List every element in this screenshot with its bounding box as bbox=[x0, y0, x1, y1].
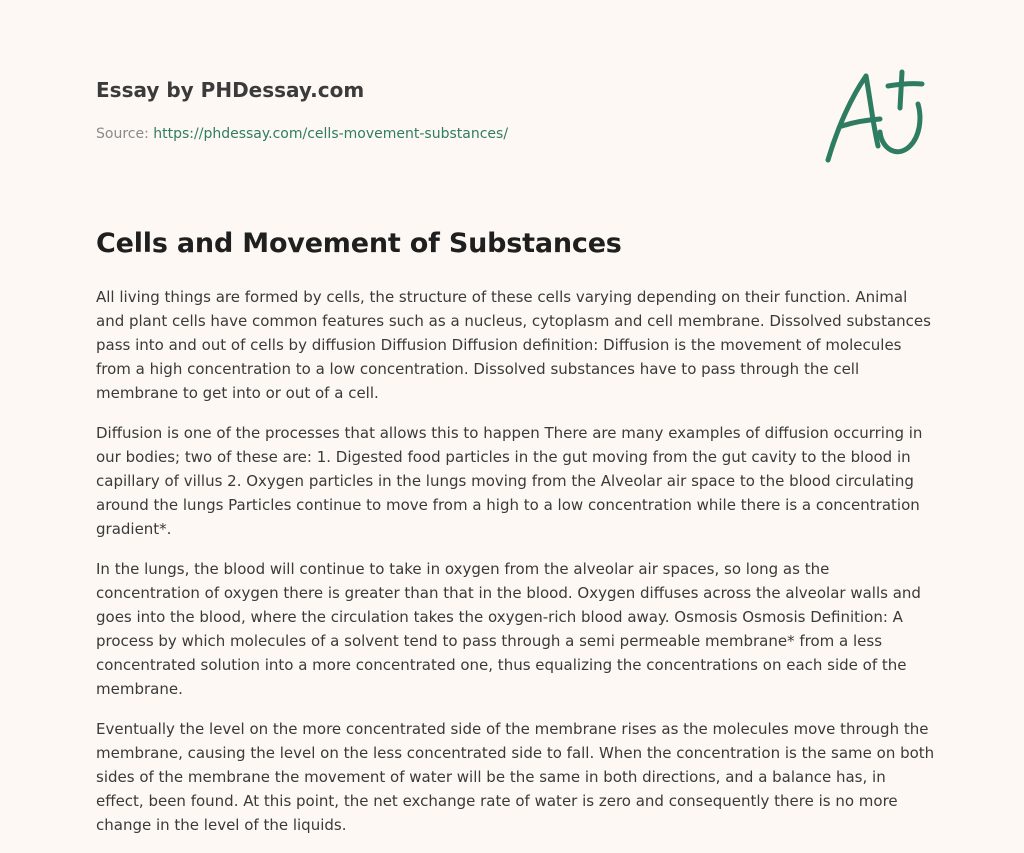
source-line bbox=[96, 124, 796, 144]
article-title: Cells and Movement of Substances bbox=[96, 228, 622, 259]
brand-title: Essay by PHDessay.com bbox=[96, 78, 365, 102]
article-body bbox=[96, 285, 936, 853]
page-header bbox=[96, 76, 796, 144]
source-link[interactable]: https://phdessay.com/cells-movement-substances/ bbox=[153, 126, 509, 142]
paragraph: In the lungs, the blood will continue to take in oxygen from the alveolar air spaces, so long as the concentration of oxygen there is greater than that in the blood. Oxygen diffuses across the alveolar walls and goes into the blood, where the circulation takes the oxygen-rich blood away. Osmosis Osmosis Definition: A process by which molecules of a solvent tend to pass through a semi permeable membrane* from a less concentrated solution into a more concentrated one, thus equalizing the concentrations on each side of the membrane. bbox=[96, 560, 921, 698]
a-plus-logo-icon bbox=[818, 66, 930, 166]
paragraph: Diffusion is one of the processes that allows this to happen There are many examples of diffusion occurring in our bodies; two of these are: 1. Digested food particles in the gut moving from the gut cavity to the blood in capillary of villus 2. Oxygen particles in the lungs moving from the Alveolar air space to the blood circulating around the lungs Particles continue to move from a high to a low concentration while there is a concentration gradient*. bbox=[96, 424, 923, 538]
source-label: Source: bbox=[96, 126, 154, 142]
paragraph: All living things are formed by cells, the structure of these cells varying depending on their function. Animal and plant cells have common features such as a nucleus, cytoplasm and cell membrane. Dissolved substances pass into and out of cells by diffusion Diffusion Diffusion definition: Diffusion is the movement of molecules from a high concentration to a low concentration. Dissolved substances have to pass through the cell membrane to get into or out of a cell. bbox=[96, 288, 931, 402]
paragraph: Eventually the level on the more concentrated side of the membrane rises as the molecules move through the membrane, causing the level on the less concentrated side to fall. When the concentration is the same on both sides of the membrane the movement of water will be the same in both directions, and a balance has, in effect, been found. At this point, the net exchange rate of water is zero and consequently there is no more change in the level of the liquids. bbox=[96, 720, 935, 834]
